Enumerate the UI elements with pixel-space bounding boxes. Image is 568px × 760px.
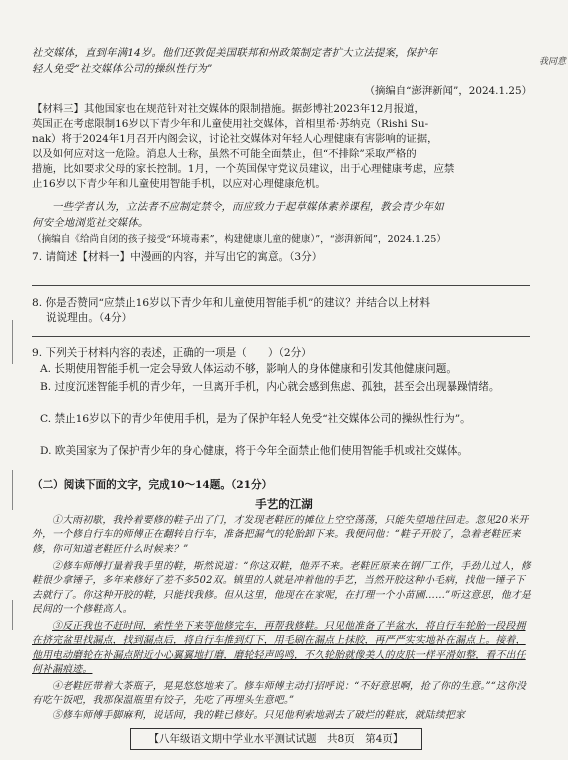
story-paragraph: ①大雨初歇，我拎着要修的鞋子出了门，才发现老鞋匠的摊位上空空荡荡，只能失望地往回走。忽见20米开外，一个修自行车的师傅正在翻转自行车，准备把漏气的轮胎卸下来。我便问他：“鞋子开胶了，急着老鞋匠来修，你可知道老鞋匠什么时候来？” [32,515,529,555]
material3-line: 【材料三】其他国家也在规范针对社交媒体的限制措施。据彭博社2023年12月报道， [32,103,425,115]
story-paragraph: ②修车师傅打量着我手里的鞋，斯然说道：“你这双鞋，他弄不来。老鞋匠原来在钢厂工作，手劲儿过人，修鞋很少拿锤子，多年来修好了差不多502双。镇里的人就是冲着他的手艺，当然开胶这种小毛病，找他一锤子下去就行了。你这种开胶的鞋，只能找我修。但从这里，他现在在家呢，在打理一个小苗圃……”听这意思，他才是民间的一个修鞋高人。 [32,561,531,616]
material3-line: 止16岁以下青少年和儿童使用智能手机，以应对心理健康危机。 [32,178,326,190]
story-paragraph: ⑤修车师傅手脚麻利，说话间，我的鞋已修好。只见他利索地剥去了破烂的鞋底，就陆续把家 [52,710,466,721]
source-citation: （摘编自《给尚自闭的孩子接受“环境毒素”，构建健康儿童的健康）”，“澎湃新闻”，2024.1.25） [32,234,446,245]
question-8-line: 8. 你是否赞同“应禁止16岁以下青少年和儿童使用智能手机”的建议？并结合以上材料 [32,297,430,309]
page-footer: 【八年级语文期中学业水平测试试题 共8页 第4页】 [130,728,422,750]
option-d[interactable]: D. 欧美国家为了保护青少年的身心健康，将于今年全面禁止他们使用智能手机或社交媒体。 [40,445,469,457]
option-b[interactable]: B. 过度沉迷智能手机的青少年，一旦离开手机，内心就会感到焦虑、孤独，甚至会出现暴躁情绪。 [40,381,500,393]
question-8-line: 说说理由。（4分） [46,312,133,324]
material3-tail-line: 一些学者认为，立法者不应制定禁令，而应致力于起草媒体素养课程，教会青少年如 [52,201,444,213]
margin-tick [12,600,13,630]
margin-tick [12,320,13,364]
material3-line: 以及如何应对这一危险。消息人士称，虽然不可能全面禁止，但“不排除”采取严格的 [32,148,417,160]
answer-line[interactable] [32,336,530,337]
intro-line: 社交媒体，直到年满14岁。他们还敦促美国联邦和州政策制定者扩大立法提案，保护年 [32,47,438,59]
margin-note: 我同意 [538,57,566,67]
material3-tail-line: 何安全地浏览社交媒体。 [32,217,149,229]
material3-line: 英国正在考虑限制16岁以下青少年和儿童使用社交媒体，首相里希·苏纳克（Rishi Su- [32,118,429,130]
story-title: 手艺的江湖 [255,497,313,511]
story-paragraph: ③反正我也不赶时间，索性坐下来等他修完车，再帮我修鞋。只见他准备了半盆水，将自行车轮胎一段段拥在挤完盆里找漏点，找到漏点后，将自行车推到灯下，用毛刷在漏点上抹胶，再严严实实地补在漏点上。接着，他用电动磨轮在补漏点附近小心翼翼地打磨，磨轮轻声呜鸣，不久轮胎就像美人的皮肤一样平滑如整，看不出任何补漏痕迹。 [32,621,526,676]
story-paragraph: ④老鞋匠带着大茶瓶子，晃晃悠悠地来了。修车师傅主动打招呼说：“不好意思啊，抢了你的生意。”“这你没有吃午饭吧，我那保温瓶里有饺子，先吃了再埋头生意吧。” [32,681,527,707]
answer-line[interactable] [32,285,530,286]
option-c[interactable]: C. 禁止16岁以下的青少年使用手机，是为了保护年轻人免受“社交媒体公司的操纵性行为”。 [40,413,471,425]
material3-line: 措施，比如要求父母的家长控制。1月，一个英国保守党议员建议，出于心理健康考虑，应禁 [32,163,455,175]
question-9: 9. 下列关于材料内容的表述，正确的一项是（ ）（2分） [32,347,312,359]
question-7: 7. 请简述【材料一】中漫画的内容，并写出它的寓意。（3分） [32,251,323,263]
material3-line: nak）将于2024年1月召开内阁会议，讨论社交媒体对年轻人心理健康有害影响的证据， [32,133,438,145]
source-citation: （摘编自“澎湃新闻”，2024.1.25） [364,85,532,97]
option-a[interactable]: A. 长期使用智能手机一定会导致人体运动不够，影响人的身体健康和引发其他健康问题。 [40,363,457,375]
section-heading: （二）阅读下面的文字，完成10～14题。（21分） [32,479,273,491]
intro-line: 轻人免受“社交媒体公司的操纵性行为” [32,63,213,75]
